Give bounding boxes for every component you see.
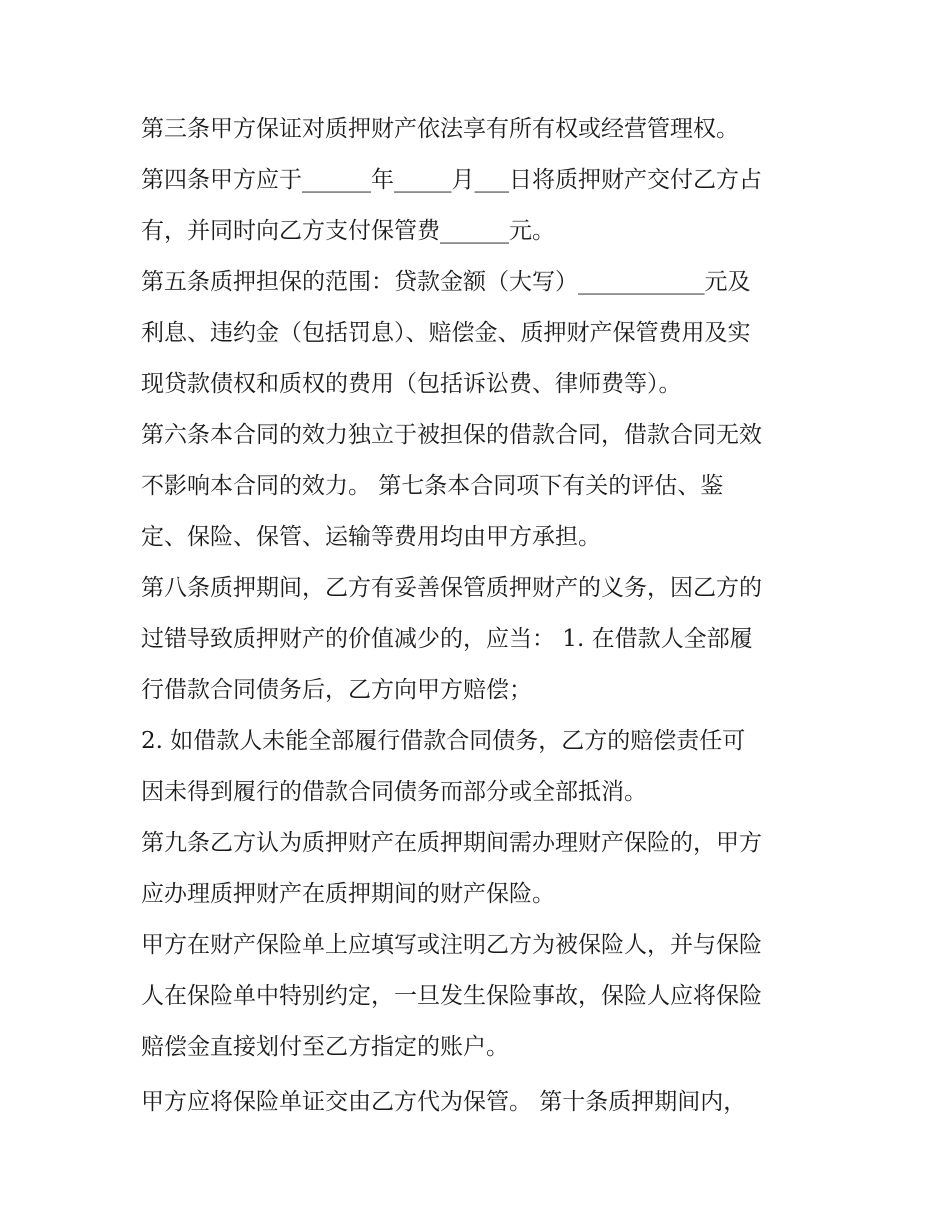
text-line: 第六条本合同的效力独立于被担保的借款合同，借款合同无效 — [141, 422, 762, 448]
text-line: 甲方应将保险单证交由乙方代为保管。 第十条质押期间内， — [141, 1089, 747, 1115]
text-line: 利息、违约金（包括罚息）、赔偿金、质押财产保管费用及实 — [141, 320, 751, 346]
text-line: 有，并同时向乙方支付保管费______元。 — [141, 218, 555, 244]
text-line: 行借款合同债务后，乙方向甲方赔偿； — [141, 677, 532, 703]
text-line: 第五条质押担保的范围：贷款金额（大写）___________元及 — [141, 269, 751, 295]
text-line: 第九条乙方认为质押财产在质押期间需办理财产保险的，甲方 — [141, 830, 762, 856]
text-line: 第八条质押期间，乙方有妥善保管质押财产的义务，因乙方的 — [141, 575, 762, 601]
text-line: 人在保险单中特别约定，一旦发生保险事故，保险人应将保险 — [141, 983, 762, 1009]
text-line: 应办理质押财产在质押期间的财产保险。 — [141, 881, 555, 907]
text-line: 第四条甲方应于______年_____月___日将质押财产交付乙方占 — [141, 167, 762, 193]
text-line: 过错导致质押财产的价值减少的，应当： 1. 在借款人全部履 — [141, 626, 753, 652]
text-line: 赔偿金直接划付至乙方指定的账户。 — [141, 1034, 509, 1060]
text-line: 甲方在财产保险单上应填写或注明乙方为被保险人，并与保险 — [141, 932, 762, 958]
text-line: 第三条甲方保证对质押财产依法享有所有权或经营管理权。 — [141, 116, 739, 142]
text-line: 定、保险、保管、运输等费用均由甲方承担。 — [141, 524, 601, 550]
text-line: 现贷款债权和质权的费用（包括诉讼费、律师费等）。 — [141, 371, 682, 397]
text-line: 不影响本合同的效力。 第七条本合同项下有关的评估、鉴 — [141, 473, 724, 499]
contract-body — [141, 104, 821, 1128]
text-line: 2. 如借款人未能全部履行借款合同债务，乙方的赔偿责任可 — [141, 728, 746, 754]
text-line: 因未得到履行的借款合同债务而部分或全部抵消。 — [141, 779, 647, 805]
